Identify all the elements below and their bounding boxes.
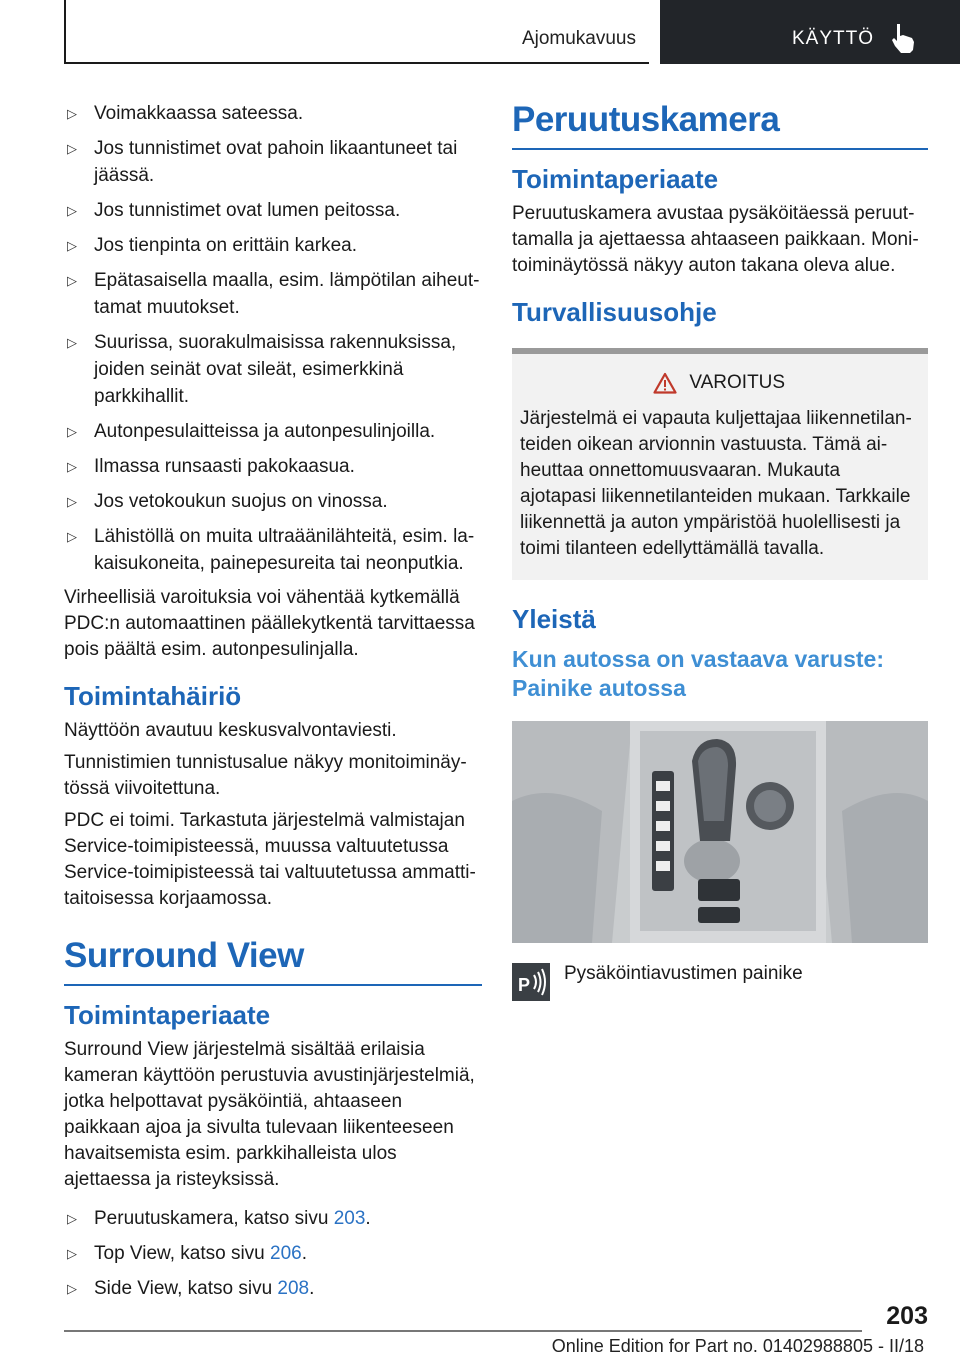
- list-item: ▷ Autonpesulaitteissa ja autonpesulinjoilla.: [64, 418, 482, 445]
- list-item: ▷ Ilmassa runsaasti pakokaasua.: [64, 453, 482, 480]
- surround-view-heading: Surround View: [64, 936, 304, 975]
- warning-title: VAROITUS: [689, 372, 786, 393]
- false-warning-paragraph: Virheellisiä varoituksia voi vähentää kytkemällä PDC:n automaattinen päällekytkentä tarvittaessa pois päältä esim. autonpesulinjalla.: [64, 587, 475, 660]
- triangle-bullet-icon: ▷: [67, 494, 77, 509]
- warning-triangle-icon: [653, 372, 677, 394]
- surround-principle-text: Surround View järjestelmä sisältää erilaisia kameran käyttöön perustuvia avustinjärjestelmiä, jotka helpottavat pysäköintiä, ahtaaseen paikkaan ajoa ja sivulta tulevaan liikenteeseen havaitsemista esim. parkkihalleista ulos ajettaessa ja risteyksissä.: [64, 1039, 475, 1190]
- general-heading: Yleistä: [512, 604, 596, 634]
- triangle-bullet-icon: ▷: [67, 106, 77, 121]
- caption-row: [512, 963, 928, 1003]
- triangle-bullet-icon: ▷: [67, 529, 77, 544]
- triangle-bullet-icon: ▷: [67, 459, 77, 474]
- safety-heading: Turvallisuusohje: [512, 297, 717, 327]
- heading-rule: [64, 984, 482, 986]
- triangle-bullet-icon: ▷: [67, 1211, 77, 1226]
- equipment-heading: Kun autossa on vastaava varuste: Painike autossa: [512, 646, 884, 701]
- surround-principle-heading: Toimintaperiaate: [64, 1000, 271, 1030]
- list-item: ▷ Suurissa, suorakulmaisissa rakennuksissa, joiden seinät ovat sileät, esimerkkinä parkkihallit.: [64, 329, 482, 410]
- warning-box: [512, 348, 928, 580]
- left-column: [64, 100, 482, 1310]
- related-pages-list: [64, 1205, 482, 1302]
- malfunction-text-3: PDC ei toimi. Tarkastuta järjestelmä valmistajan Service-toimipisteessä, muussa valtuutetussa Service-toimipisteessä tai valtuutetussa ammattitaitoisessa korjaamossa.: [64, 810, 476, 909]
- list-item: ▷ Epätasaisella maalla, esim. lämpötilan aiheuttamat muutokset.: [64, 267, 482, 321]
- camera-principle-text: Peruutuskamera avustaa pysäköitäessä peruuttamalla ja ajettaessa ahtaaseen paikkaan. Monitoiminäytössä näkyy auton takana oleva alue.: [512, 203, 919, 276]
- list-item: ▷ Side View, katso sivu 208.: [64, 1275, 482, 1302]
- page-link[interactable]: 208: [277, 1278, 310, 1299]
- svg-text:P: P: [518, 975, 531, 995]
- triangle-bullet-icon: ▷: [67, 238, 77, 253]
- header-section-title: Ajomukavuus: [521, 28, 636, 49]
- triangle-bullet-icon: ▷: [67, 1281, 77, 1296]
- triangle-bullet-icon: ▷: [67, 273, 77, 288]
- list-item: ▷ Jos vetokoukun suojus on vinossa.: [64, 488, 482, 515]
- header-chapter-tab[interactable]: [660, 0, 960, 64]
- warning-header: [520, 372, 918, 398]
- conditions-list: [64, 100, 482, 577]
- malfunction-text-1: Näyttöön avautuu keskusvalvontaviesti.: [64, 720, 397, 741]
- footer-edition: Online Edition for Part no. 01402988805 - II/18: [551, 1336, 924, 1356]
- footer-rule: [64, 1330, 862, 1332]
- heading-rule: [512, 148, 928, 150]
- page-link[interactable]: 206: [270, 1243, 302, 1264]
- triangle-bullet-icon: ▷: [67, 203, 77, 218]
- page-link[interactable]: 203: [333, 1208, 366, 1229]
- triangle-bullet-icon: ▷: [67, 141, 77, 156]
- caption-text: Pysäköintiavustimen painike: [564, 963, 803, 984]
- warning-text: Järjestelmä ei vapauta kuljettajaa liikennetilanteiden oikean arvionnin vastuusta. Tämä aiheuttaa onnettomuusvaaran. Mukauta ajotapasi liikennetilanteiden mukaan. Tarkkaile liikennettä ja auton ympäristöä huolellisesti ja toimi tilanteen edellyttämällä tavalla.: [520, 408, 912, 559]
- list-item: ▷ Lähistöllä on muita ultraäänilähteitä, esim. lakaisukoneita, painepesureita tai neonputkia.: [64, 523, 482, 577]
- list-item: ▷ Voimakkaassa sateessa.: [64, 100, 482, 127]
- list-item: ▷ Jos tienpinta on erittäin karkea.: [64, 232, 482, 259]
- camera-principle-heading: Toimintaperiaate: [512, 164, 719, 194]
- list-item: ▷ Jos tunnistimet ovat pahoin likaantuneet tai jäässä.: [64, 135, 482, 189]
- pointing-hand-icon: [890, 22, 918, 54]
- center-console-photo: [512, 721, 928, 943]
- rear-camera-heading: Peruutuskamera: [512, 100, 780, 139]
- page-number: 203: [886, 1302, 928, 1330]
- header-rule-vertical: [64, 0, 66, 64]
- triangle-bullet-icon: ▷: [67, 335, 77, 350]
- right-column: [512, 100, 928, 1003]
- list-item: ▷ Peruutuskamera, katso sivu 203.: [64, 1205, 482, 1232]
- header-chapter-label: KÄYTTÖ: [791, 28, 874, 49]
- malfunction-text-2: Tunnistimien tunnistusalue näkyy monitoiminäytössä viivoitettuna.: [64, 752, 467, 799]
- list-item: ▷ Jos tunnistimet ovat lumen peitossa.: [64, 197, 482, 224]
- triangle-bullet-icon: ▷: [67, 424, 77, 439]
- list-item: ▷ Top View, katso sivu 206.: [64, 1240, 482, 1267]
- malfunction-heading: Toimintahäiriö: [64, 681, 242, 711]
- triangle-bullet-icon: ▷: [67, 1246, 77, 1261]
- header-rule-bottom: [64, 62, 649, 64]
- parking-sensor-button-icon: [512, 963, 550, 1001]
